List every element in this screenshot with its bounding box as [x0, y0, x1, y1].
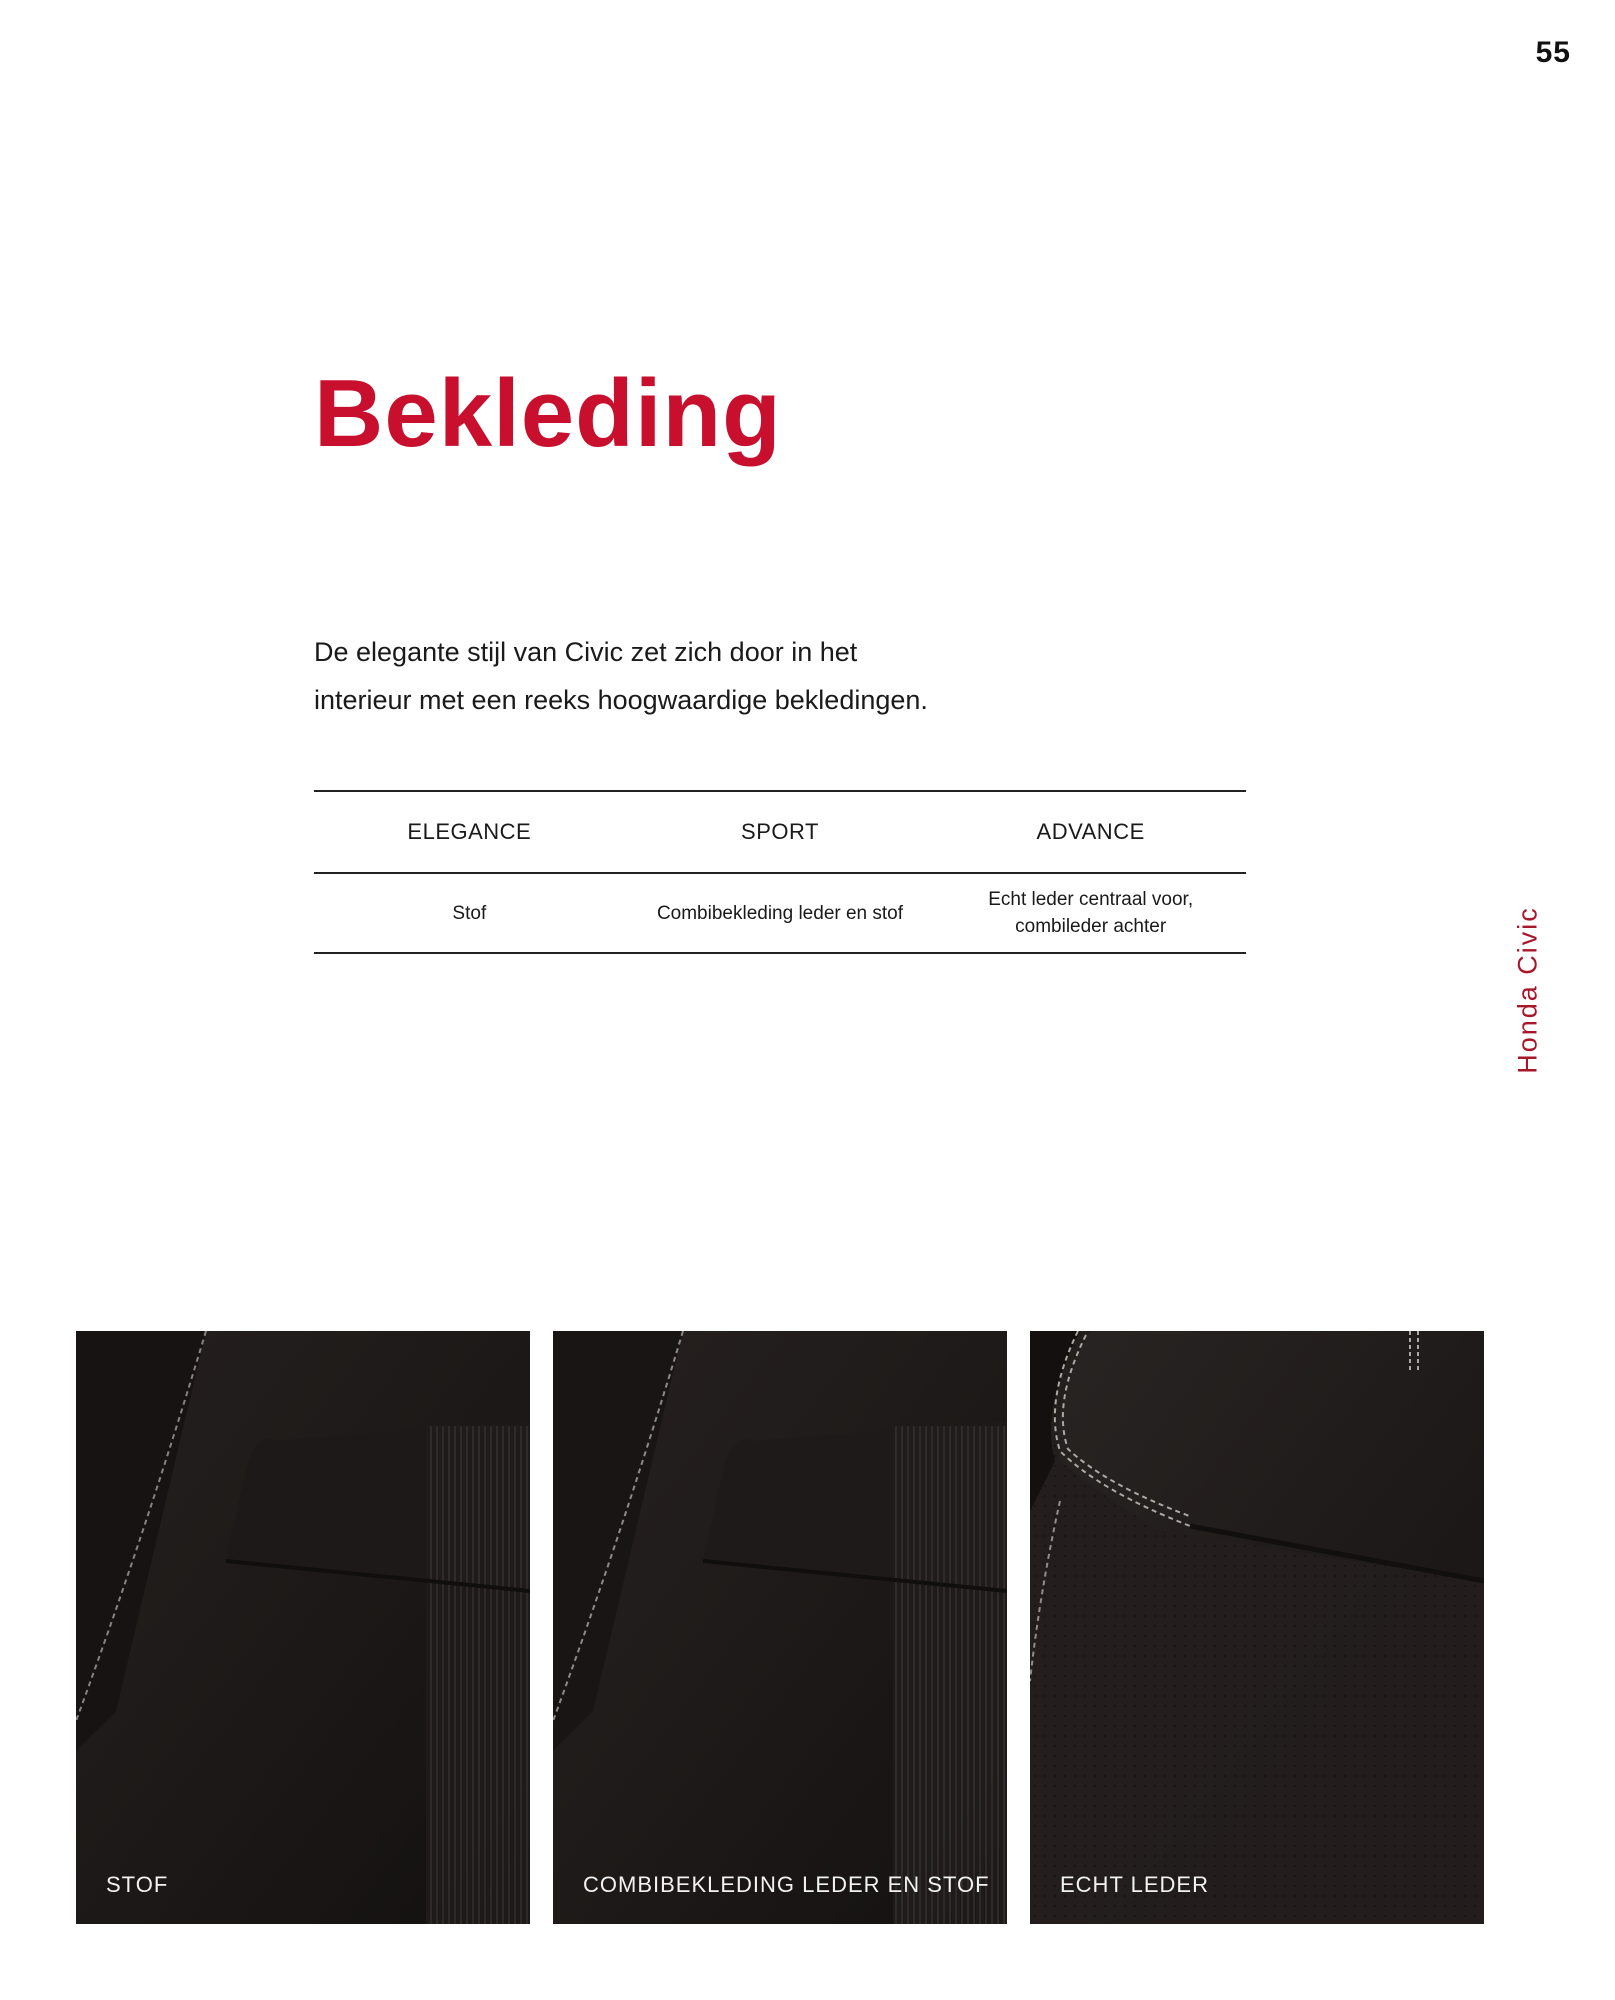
table-row	[314, 873, 1246, 953]
trim-table	[314, 790, 1246, 954]
combi-seat-image	[553, 1331, 1007, 1924]
header-advance: ADVANCE	[935, 791, 1246, 873]
side-label: Honda Civic	[1512, 906, 1543, 1074]
swatch-fabric	[76, 1331, 530, 1924]
page-number: 55	[1535, 36, 1571, 69]
table-header-row	[314, 791, 1246, 873]
intro-line-2: interieur met een reeks hoogwaardige bekledingen.	[314, 685, 928, 715]
fabric-seat-image	[76, 1331, 530, 1924]
swatch-label-fabric: STOF	[106, 1872, 169, 1897]
swatch-label-combi: COMBIBEKLEDING LEDER EN STOF	[583, 1872, 990, 1897]
page-title: Bekleding	[314, 360, 782, 467]
intro-line-1: De elegante stijl van Civic zet zich door in het	[314, 637, 858, 667]
cell-sport: Combibekleding leder en stof	[625, 873, 936, 953]
header-elegance: ELEGANCE	[314, 791, 625, 873]
cell-advance	[935, 873, 1246, 953]
cell-elegance: Stof	[314, 873, 625, 953]
swatch-label-leather: ECHT LEDER	[1060, 1872, 1209, 1897]
swatch-combi	[553, 1331, 1007, 1924]
swatch-leather	[1030, 1331, 1484, 1924]
cell-advance-line-1: Echt leder centraal voor,	[988, 889, 1194, 910]
header-sport: SPORT	[625, 791, 936, 873]
leather-seat-image	[1030, 1331, 1484, 1924]
intro-text	[314, 628, 1074, 724]
cell-advance-line-2: combileder achter	[1015, 916, 1167, 937]
